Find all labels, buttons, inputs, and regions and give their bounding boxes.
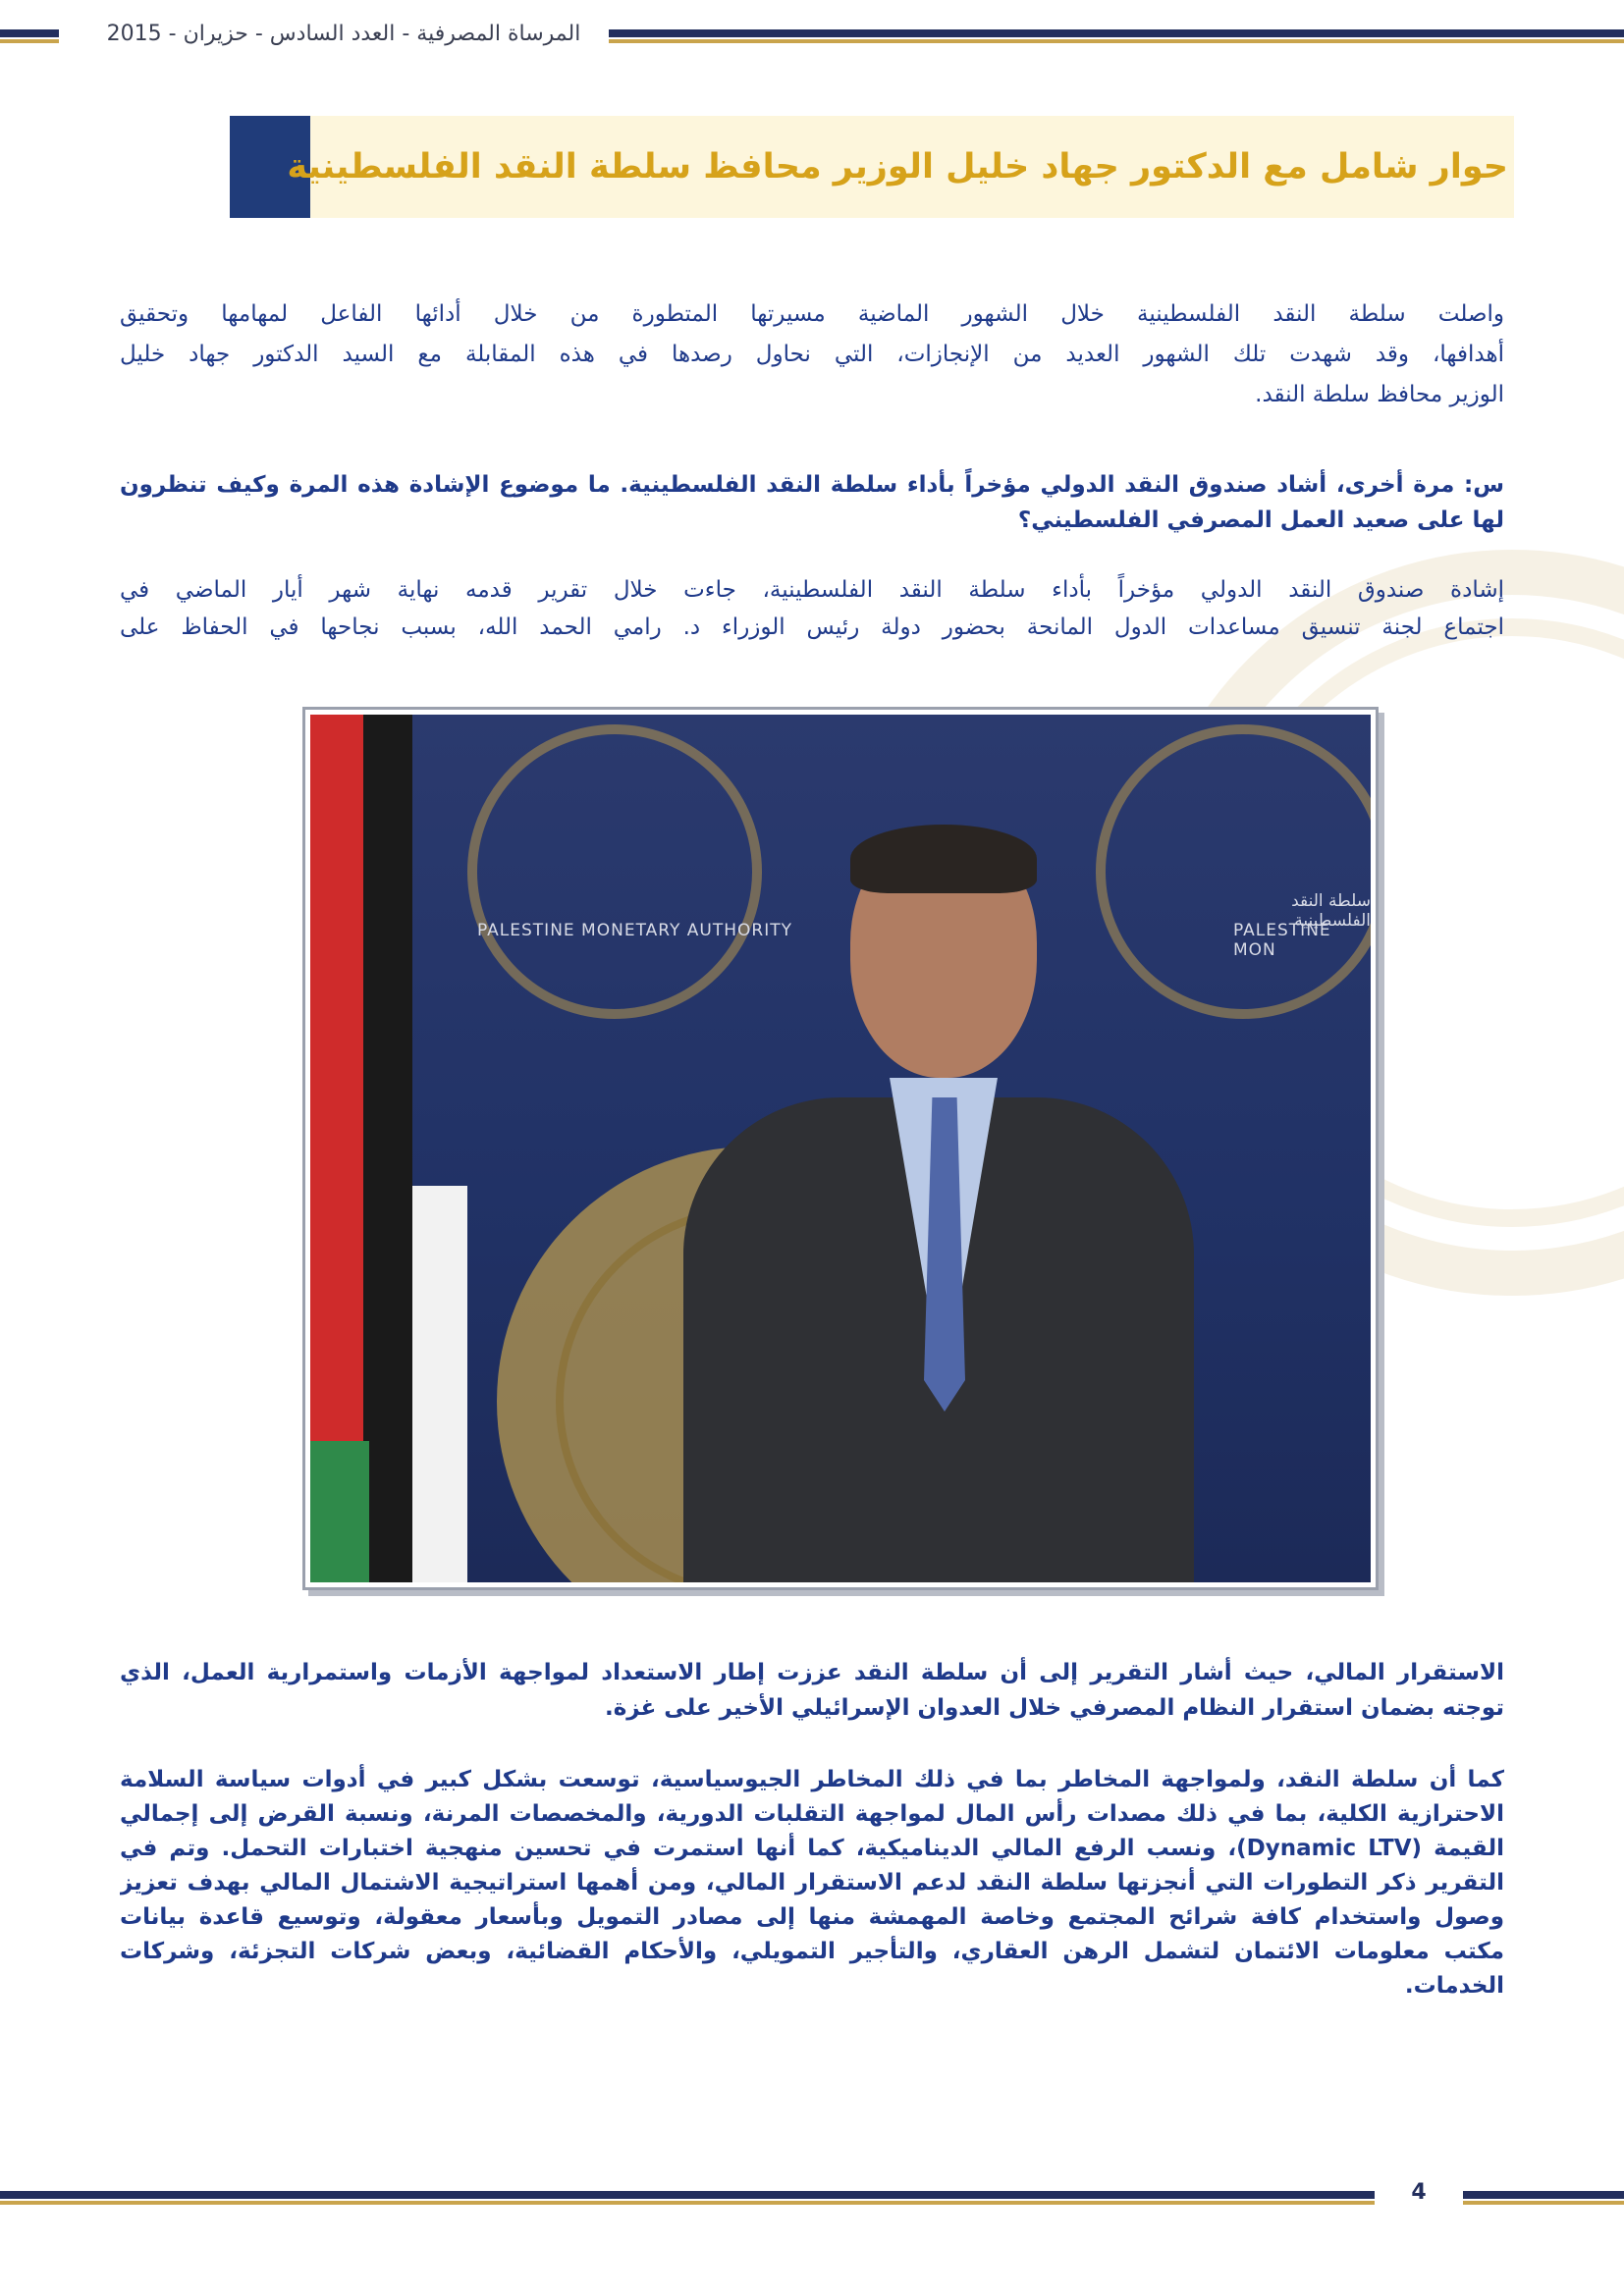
question-line: س: مرة أخرى، أشاد صندوق النقد الدولي مؤخراً بأداء سلطة النقد الفلسطينية. ما موضوع الإشادة هذه المرة وكيف تنظرون [120, 472, 1504, 498]
answer-line: القيمة (Dynamic LTV)، ونسب الرفع المالي الديناميكية، كما أنها استمرت في تحسين منهجية اختبارات التحمل. وتم في [120, 1836, 1504, 1861]
running-header: المرساة المصرفية - العدد السادس - حزيران - 2015 [79, 18, 609, 51]
intro-line: الوزير محافظ سلطة النقد. [1255, 382, 1504, 407]
answer-paragraph-bottom [120, 1763, 1504, 2003]
header-rule-left-gold [0, 39, 59, 43]
answer-line: مكتب معلومات الائتمان لتشمل الرهن العقاري، والتأجير التمويلي، والأحكام القضائية، وبعض شركات التجزئة، وشركات [120, 1939, 1504, 1964]
intro-paragraph [120, 294, 1504, 415]
answer-line: التقرير ذكر التطورات التي أنجزتها سلطة النقد لدعم الاستقرار المالي، ومن أهمها استراتيجية الاشتمال المالي بهدف تعزيز [120, 1870, 1504, 1896]
question-paragraph [120, 467, 1504, 538]
header-rule-left [0, 29, 59, 37]
backdrop-label-left: PALESTINE MONETARY AUTHORITY [477, 921, 792, 940]
palestinian-flag [310, 715, 467, 1582]
article-title: حوار شامل مع الدكتور جهاد خليل الوزير محافظ سلطة النقد الفلسطينية [287, 147, 1508, 187]
page-number: 4 [1375, 2175, 1463, 2211]
intro-line: أهدافها، وقد شهدت تلك الشهور العديد من الإنجازات، التي نحاول رصدها في هذه المقابلة مع السيد الدكتور جهاد خليل [120, 342, 1504, 367]
backdrop-label-right: PALESTINE MON [1233, 921, 1331, 960]
answer-line: وصول واستخدام كافة شرائح المجتمع وخاصة المهمشة منها إلى مصادر التمويل وبأسعار معقولة، وتوسيع قاعدة بيانات [120, 1904, 1504, 1930]
governor-figure [683, 774, 1194, 1582]
question-line: لها على صعيد العمل المصرفي الفلسطيني؟ [1017, 507, 1504, 533]
backdrop-label-arabic: سلطة النقد الفلسطينية [1291, 891, 1371, 931]
answer-line: إشادة صندوق النقد الدولي مؤخراً بأداء سلطة النقد الفلسطينية، جاءت خلال تقرير قدمه نهاية شهر أيار الماضي في [120, 577, 1504, 603]
answer-paragraph-top [120, 571, 1504, 646]
intro-line: واصلت سلطة النقد الفلسطينية خلال الشهور الماضية مسيرتها المتطورة من خلال أدائها الفاعل لمهامها وتحقيق [120, 301, 1504, 327]
answer-line: كما أن سلطة النقد، ولمواجهة المخاطر بما في ذلك المخاطر الجيوسياسية، توسعت بشكل كبير في أدوات سياسة السلامة [120, 1767, 1504, 1792]
header-rule-right-gold [609, 39, 1624, 43]
answer-line: الخدمات. [1404, 1973, 1504, 1999]
answer-line: توجته بضمان استقرار النظام المصرفي خلال العدوان الإسرائيلي الأخير على غزة. [604, 1695, 1504, 1721]
answer-line: اجتماع لجنة تنسيق مساعدات الدول المانحة بحضور دولة رئيس الوزراء د. رامي الحمد الله، بسبب نجاحها في الحفاظ على [120, 614, 1504, 640]
answer-line: الاستقرار المالي، حيث أشار التقرير إلى أن سلطة النقد عززت إطار الاستعداد لمواجهة الأزمات واستمرارية العمل، الذي [120, 1660, 1504, 1685]
governor-photo [310, 715, 1371, 1582]
answer-line: الاحترازية الكلية، بما في ذلك مصدات رأس المال لمواجهة التقلبات الدورية، والمخصصات المرنة، ونسبة القرض إلى إجمالي [120, 1801, 1504, 1827]
header-rule-right [609, 29, 1624, 37]
answer-paragraph-mid [120, 1655, 1504, 1726]
